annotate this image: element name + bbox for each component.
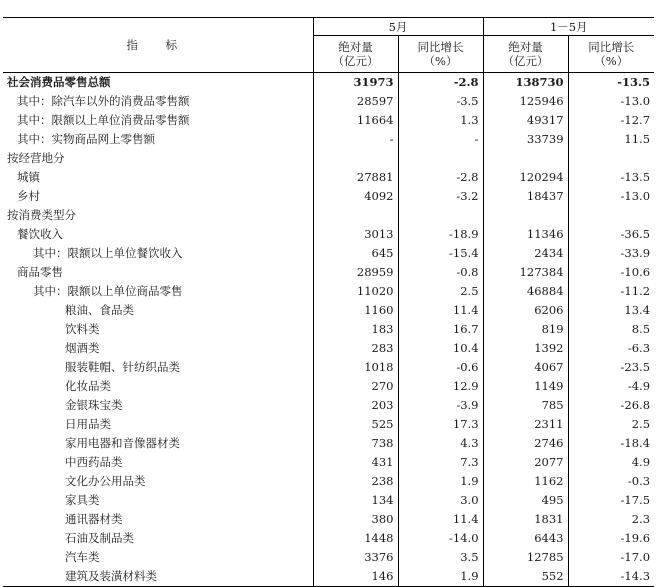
table-row xyxy=(3,358,654,377)
ytd-absolute-cell: 138730 xyxy=(483,73,568,93)
row-label: 中西药品类 xyxy=(3,453,313,472)
ytd-growth-cell: -4.9 xyxy=(568,377,654,396)
month-growth-cell: 1.9 xyxy=(398,472,483,491)
month-growth-cell xyxy=(398,206,483,225)
ytd-absolute-cell: 2077 xyxy=(483,453,568,472)
ytd-absolute-cell: 1831 xyxy=(483,510,568,529)
month-absolute-cell: 28597 xyxy=(356,94,394,108)
ytd-absolute-cell: 819 xyxy=(483,320,568,339)
row-label: 金银珠宝类 xyxy=(3,396,313,415)
month-growth-cell: -0.8 xyxy=(398,263,483,282)
ytd-growth-cell: 2.3 xyxy=(568,510,654,529)
ytd-absolute-cell: 1149 xyxy=(483,377,568,396)
ytd-growth-cell xyxy=(568,149,654,168)
row-label: 石油及制品类 xyxy=(3,529,313,548)
ytd-growth-header xyxy=(568,36,654,73)
ytd-absolute-cell: 33739 xyxy=(483,130,568,149)
row-label: 烟酒类 xyxy=(3,339,313,358)
table-row xyxy=(3,149,654,168)
row-label: 社会消费品零售总额 xyxy=(3,73,313,93)
month-absolute-cell: 431 xyxy=(371,455,394,469)
ytd-growth-cell: -13.5 xyxy=(568,73,654,93)
ytd-growth-cell: 4.9 xyxy=(568,453,654,472)
row-label: 商品零售 xyxy=(3,263,313,282)
indicator-header: 指 标 xyxy=(3,18,313,73)
month-absolute-cell: 270 xyxy=(371,379,394,393)
month-growth-cell: - xyxy=(398,130,483,149)
month-absolute-cell: 11020 xyxy=(356,284,394,298)
month-absolute-cell: 27881 xyxy=(356,170,394,184)
ytd-absolute-unit: （亿元） xyxy=(502,54,549,68)
month-growth-unit: （%） xyxy=(423,54,458,68)
month-absolute-cell xyxy=(313,206,398,225)
ytd-absolute-cell: 2434 xyxy=(483,244,568,263)
period-ytd-header: 1－5月 xyxy=(483,18,654,36)
month-growth-cell: 16.7 xyxy=(398,320,483,339)
ytd-absolute-cell: 49317 xyxy=(483,111,568,130)
row-label: 日用品类 xyxy=(3,415,313,434)
month-growth-cell: 3.5 xyxy=(398,548,483,567)
ytd-growth-cell: 13.4 xyxy=(568,301,654,320)
month-absolute-cell: 4092 xyxy=(364,189,394,203)
ytd-growth-label: 同比增长 xyxy=(588,40,635,54)
row-label: 饮料类 xyxy=(3,320,313,339)
month-growth-cell: 4.3 xyxy=(398,434,483,453)
row-label: 其中：除汽车以外的消费品零售额 xyxy=(3,92,313,111)
month-growth-cell: -0.6 xyxy=(398,358,483,377)
ytd-absolute-cell: 4067 xyxy=(483,358,568,377)
month-absolute-cell: 3376 xyxy=(364,550,394,564)
month-growth-cell: -15.4 xyxy=(398,244,483,263)
ytd-absolute-cell: 6443 xyxy=(483,529,568,548)
ytd-growth-cell: -26.8 xyxy=(568,396,654,415)
month-growth-cell: 17.3 xyxy=(398,415,483,434)
month-absolute-cell: 738 xyxy=(371,436,394,450)
month-absolute-cell: 645 xyxy=(371,246,394,260)
month-growth-cell: 1.3 xyxy=(398,111,483,130)
month-growth-cell: 10.4 xyxy=(398,339,483,358)
month-absolute-cell: 1448 xyxy=(364,531,394,545)
row-label: 其中：实物商品网上零售额 xyxy=(3,130,313,149)
table-body xyxy=(3,73,654,587)
month-growth-cell: 12.9 xyxy=(398,377,483,396)
table-row xyxy=(3,206,654,225)
ytd-growth-cell: -18.4 xyxy=(568,434,654,453)
ytd-absolute-cell: 1162 xyxy=(483,472,568,491)
row-label: 汽车类 xyxy=(3,548,313,567)
ytd-absolute-cell xyxy=(483,149,568,168)
table-row xyxy=(3,339,654,358)
ytd-absolute-cell: 2746 xyxy=(483,434,568,453)
ytd-growth-cell: -17.0 xyxy=(568,548,654,567)
ytd-absolute-cell: 127384 xyxy=(483,263,568,282)
ytd-growth-cell: 2.5 xyxy=(568,415,654,434)
row-label: 通讯器材类 xyxy=(3,510,313,529)
table-row xyxy=(3,320,654,339)
month-growth-cell: -2.8 xyxy=(398,168,483,187)
month-growth-cell: 2.5 xyxy=(398,282,483,301)
ytd-absolute-cell: 18437 xyxy=(483,187,568,206)
table-row xyxy=(3,377,654,396)
month-absolute-cell: 11664 xyxy=(356,113,394,127)
table-row xyxy=(3,472,654,491)
ytd-growth-cell: -13.0 xyxy=(568,187,654,206)
row-label: 其中：限额以上单位餐饮收入 xyxy=(3,244,313,263)
month-growth-cell: -2.8 xyxy=(398,73,483,93)
month-growth-cell: -18.9 xyxy=(398,225,483,244)
ytd-absolute-header xyxy=(483,36,568,73)
month-absolute-cell: 1018 xyxy=(364,360,394,374)
row-label: 餐饮收入 xyxy=(3,225,313,244)
month-absolute-header xyxy=(313,36,398,73)
table-row xyxy=(3,187,654,206)
month-absolute-unit: （亿元） xyxy=(332,54,379,68)
ytd-absolute-cell: 1392 xyxy=(483,339,568,358)
ytd-absolute-cell: 6206 xyxy=(483,301,568,320)
row-label: 城镇 xyxy=(3,168,313,187)
month-absolute-cell: 238 xyxy=(371,474,394,488)
ytd-absolute-cell: 46884 xyxy=(483,282,568,301)
ytd-absolute-cell xyxy=(483,206,568,225)
ytd-absolute-cell: 2311 xyxy=(483,415,568,434)
month-growth-cell xyxy=(398,149,483,168)
month-absolute-cell: 3013 xyxy=(364,227,394,241)
ytd-absolute-cell: 552 xyxy=(483,567,568,587)
ytd-growth-cell: -10.6 xyxy=(568,263,654,282)
month-growth-cell: 1.9 xyxy=(398,567,483,587)
month-growth-cell: 7.3 xyxy=(398,453,483,472)
table-row xyxy=(3,434,654,453)
month-growth-header xyxy=(398,36,483,73)
table-row xyxy=(3,111,654,130)
row-label: 建筑及装潢材料类 xyxy=(3,567,313,587)
month-absolute-cell: 134 xyxy=(371,493,394,507)
table-row xyxy=(3,510,654,529)
ytd-growth-cell: -23.5 xyxy=(568,358,654,377)
month-growth-cell: -3.5 xyxy=(398,92,483,111)
ytd-absolute-cell: 11346 xyxy=(483,225,568,244)
row-label: 家用电器和音像器材类 xyxy=(3,434,313,453)
month-growth-cell: 11.4 xyxy=(398,301,483,320)
row-label: 乡村 xyxy=(3,187,313,206)
month-absolute-label: 绝对量 xyxy=(338,40,373,54)
ytd-absolute-cell: 785 xyxy=(483,396,568,415)
ytd-absolute-cell: 495 xyxy=(483,491,568,510)
month-absolute-cell: 146 xyxy=(313,567,398,587)
period-month-header: 5月 xyxy=(313,18,483,36)
month-growth-cell: -3.2 xyxy=(398,187,483,206)
ytd-growth-cell: -12.7 xyxy=(568,111,654,130)
table-row xyxy=(3,282,654,301)
table-row xyxy=(3,529,654,548)
table-row xyxy=(3,225,654,244)
month-absolute-cell: 1160 xyxy=(364,303,394,317)
month-growth-cell: -3.9 xyxy=(398,396,483,415)
row-label: 家具类 xyxy=(3,491,313,510)
row-label: 化妆品类 xyxy=(3,377,313,396)
table-row xyxy=(3,396,654,415)
table-row xyxy=(3,92,654,111)
ytd-growth-cell: 8.5 xyxy=(568,320,654,339)
ytd-growth-cell: -19.6 xyxy=(568,529,654,548)
month-absolute-cell: 203 xyxy=(371,398,394,412)
ytd-absolute-label: 绝对量 xyxy=(508,40,543,54)
month-growth-label: 同比增长 xyxy=(417,40,464,54)
table-row xyxy=(3,73,654,93)
ytd-growth-cell xyxy=(568,206,654,225)
ytd-absolute-cell: 125946 xyxy=(483,92,568,111)
table-row xyxy=(3,168,654,187)
month-growth-cell: 3.0 xyxy=(398,491,483,510)
month-absolute-cell: 525 xyxy=(371,417,394,431)
ytd-growth-cell: -14.3 xyxy=(568,567,654,587)
table-row xyxy=(3,244,654,263)
ytd-growth-cell: 11.5 xyxy=(568,130,654,149)
table-row xyxy=(3,130,654,149)
month-absolute-cell: 183 xyxy=(371,322,394,336)
ytd-absolute-cell: 12785 xyxy=(483,548,568,567)
row-label: 按消费类型分 xyxy=(3,206,313,225)
month-growth-cell: -14.0 xyxy=(398,529,483,548)
row-label: 其中：限额以上单位商品零售 xyxy=(3,282,313,301)
ytd-growth-cell: -13.5 xyxy=(568,168,654,187)
ytd-growth-cell: -36.5 xyxy=(568,225,654,244)
month-absolute-cell: 283 xyxy=(371,341,394,355)
table-row xyxy=(3,263,654,282)
ytd-growth-cell: -6.3 xyxy=(568,339,654,358)
ytd-growth-cell: -13.0 xyxy=(568,92,654,111)
table-row xyxy=(3,491,654,510)
table-header xyxy=(3,18,654,73)
table-row xyxy=(3,548,654,567)
month-growth-cell: 11.4 xyxy=(398,510,483,529)
row-label: 服装鞋帽、针纺织品类 xyxy=(3,358,313,377)
month-absolute-cell: 380 xyxy=(371,512,394,526)
month-absolute-cell: 31973 xyxy=(353,75,394,89)
ytd-growth-cell: -17.5 xyxy=(568,491,654,510)
row-label: 粮油、食品类 xyxy=(3,301,313,320)
table-row xyxy=(3,301,654,320)
month-absolute-cell xyxy=(313,149,398,168)
row-label: 其中：限额以上单位消费品零售额 xyxy=(3,111,313,130)
row-label: 按经营地分 xyxy=(3,149,313,168)
ytd-growth-cell: -0.3 xyxy=(568,472,654,491)
retail-sales-table xyxy=(3,17,654,587)
table-row xyxy=(3,415,654,434)
ytd-growth-cell: -33.9 xyxy=(568,244,654,263)
row-label: 文化办公用品类 xyxy=(3,472,313,491)
table-row xyxy=(3,567,654,587)
ytd-absolute-cell: 120294 xyxy=(483,168,568,187)
table-row xyxy=(3,453,654,472)
ytd-growth-unit: （%） xyxy=(594,54,629,68)
ytd-growth-cell: -11.2 xyxy=(568,282,654,301)
month-absolute-cell: 28959 xyxy=(356,265,394,279)
month-absolute-cell: - xyxy=(389,132,394,146)
